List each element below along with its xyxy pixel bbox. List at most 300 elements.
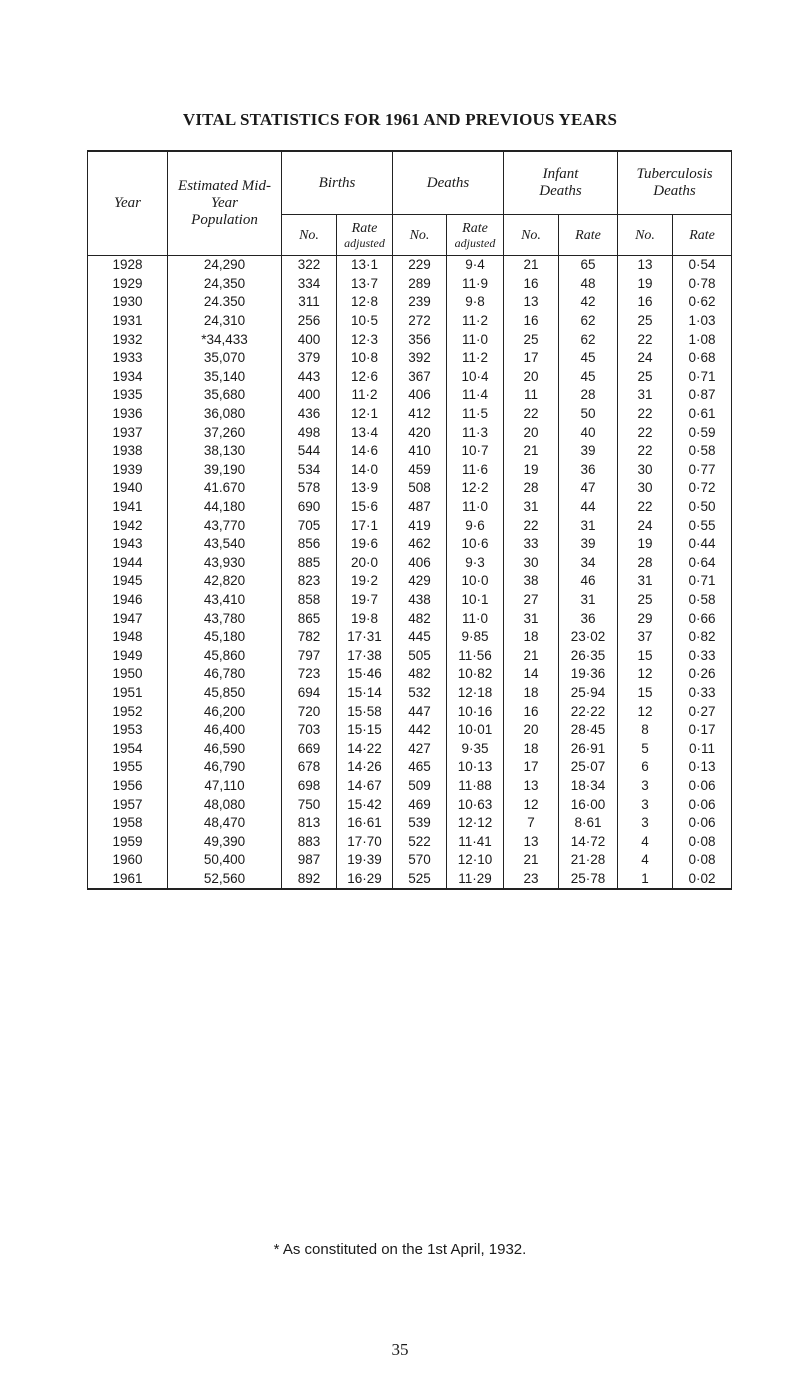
cell-births-no: 690: [282, 498, 337, 517]
cell-infant-no: 7: [504, 814, 559, 833]
cell-deaths-rate: 9·85: [447, 628, 504, 647]
cell-deaths-no: 229: [393, 256, 447, 275]
cell-year: 1956: [88, 777, 168, 796]
cell-infant-rate: 28: [559, 386, 618, 405]
cell-births-rate: 17·31: [337, 628, 393, 647]
cell-tb-no: 5: [618, 739, 673, 758]
cell-tb-rate: 0·27: [673, 702, 732, 721]
cell-tb-no: 31: [618, 386, 673, 405]
cell-tb-rate: 0·06: [673, 777, 732, 796]
cell-deaths-rate: 10·01: [447, 721, 504, 740]
header-births-rate: [337, 215, 393, 256]
cell-tb-no: 3: [618, 814, 673, 833]
table-row: [88, 870, 732, 890]
cell-year: 1959: [88, 832, 168, 851]
cell-infant-rate: 26·91: [559, 739, 618, 758]
cell-population: 45,180: [168, 628, 282, 647]
cell-births-no: 720: [282, 702, 337, 721]
cell-population: 43,770: [168, 516, 282, 535]
cell-infant-no: 18: [504, 739, 559, 758]
header-births-rate-label: Rate: [351, 221, 378, 236]
cell-deaths-no: 427: [393, 739, 447, 758]
cell-infant-no: 21: [504, 442, 559, 461]
cell-population: 46,590: [168, 739, 282, 758]
cell-deaths-no: 356: [393, 330, 447, 349]
cell-year: 1942: [88, 516, 168, 535]
cell-deaths-no: 487: [393, 498, 447, 517]
header-deaths: Deaths: [393, 151, 504, 215]
table-row: [88, 591, 732, 610]
cell-infant-no: 20: [504, 423, 559, 442]
cell-year: 1947: [88, 609, 168, 628]
cell-population: 46,200: [168, 702, 282, 721]
cell-tb-no: 29: [618, 609, 673, 628]
cell-births-no: 705: [282, 516, 337, 535]
page-title: VITAL STATISTICS FOR 1961 AND PREVIOUS YEARS: [182, 110, 618, 129]
cell-infant-no: 12: [504, 795, 559, 814]
table-row: [88, 554, 732, 573]
cell-population: 52,560: [168, 870, 282, 890]
cell-births-no: 334: [282, 275, 337, 294]
cell-births-no: 694: [282, 684, 337, 703]
cell-infant-no: 20: [504, 721, 559, 740]
cell-tb-rate: 0·66: [673, 609, 732, 628]
cell-tb-no: 22: [618, 330, 673, 349]
table-row: [88, 814, 732, 833]
cell-tb-no: 24: [618, 516, 673, 535]
table-row: [88, 609, 732, 628]
cell-population: 45,860: [168, 646, 282, 665]
cell-deaths-no: 438: [393, 591, 447, 610]
cell-year: 1961: [88, 870, 168, 890]
cell-deaths-rate: 12·18: [447, 684, 504, 703]
cell-deaths-no: 272: [393, 312, 447, 331]
cell-deaths-no: 406: [393, 386, 447, 405]
cell-births-no: 678: [282, 758, 337, 777]
cell-deaths-no: 239: [393, 293, 447, 312]
cell-deaths-no: 445: [393, 628, 447, 647]
table-row: [88, 795, 732, 814]
cell-tb-rate: 0·50: [673, 498, 732, 517]
cell-deaths-no: 412: [393, 405, 447, 424]
cell-infant-no: 31: [504, 609, 559, 628]
cell-tb-no: 19: [618, 275, 673, 294]
table-row: [88, 739, 732, 758]
cell-infant-no: 20: [504, 368, 559, 387]
cell-deaths-rate: 11·2: [447, 349, 504, 368]
cell-deaths-rate: 11·0: [447, 609, 504, 628]
header-infant-no: No.: [504, 215, 559, 256]
cell-infant-no: 13: [504, 832, 559, 851]
cell-year: 1941: [88, 498, 168, 517]
cell-deaths-no: 508: [393, 479, 447, 498]
cell-infant-no: 13: [504, 777, 559, 796]
cell-births-rate: 13·9: [337, 479, 393, 498]
cell-tb-rate: 0·17: [673, 721, 732, 740]
cell-tb-rate: 0·11: [673, 739, 732, 758]
cell-deaths-rate: 11·6: [447, 461, 504, 480]
cell-deaths-no: 367: [393, 368, 447, 387]
cell-population: 24,290: [168, 256, 282, 275]
cell-deaths-rate: 12·2: [447, 479, 504, 498]
cell-infant-rate: 23·02: [559, 628, 618, 647]
cell-deaths-no: 442: [393, 721, 447, 740]
cell-deaths-rate: 11·0: [447, 330, 504, 349]
cell-infant-no: 21: [504, 256, 559, 275]
page-number: 35: [391, 1340, 409, 1359]
cell-deaths-no: 459: [393, 461, 447, 480]
cell-tb-no: 28: [618, 554, 673, 573]
cell-infant-no: 25: [504, 330, 559, 349]
table-row: [88, 684, 732, 703]
header-deaths-rate-label: Rate: [462, 221, 488, 236]
cell-deaths-no: 465: [393, 758, 447, 777]
table-row: [88, 293, 732, 312]
cell-population: 38,130: [168, 442, 282, 461]
cell-deaths-no: 522: [393, 832, 447, 851]
cell-deaths-rate: 10·13: [447, 758, 504, 777]
cell-tb-rate: 0·61: [673, 405, 732, 424]
cell-infant-rate: 44: [559, 498, 618, 517]
table-row: [88, 498, 732, 517]
cell-tb-rate: 0·06: [673, 795, 732, 814]
cell-tb-rate: 0·26: [673, 665, 732, 684]
cell-infant-rate: 28·45: [559, 721, 618, 740]
cell-infant-no: 16: [504, 702, 559, 721]
cell-infant-rate: 62: [559, 312, 618, 331]
cell-year: 1960: [88, 851, 168, 870]
cell-population: 48,470: [168, 814, 282, 833]
cell-tb-no: 3: [618, 777, 673, 796]
cell-population: 35,680: [168, 386, 282, 405]
cell-births-no: 797: [282, 646, 337, 665]
cell-tb-no: 12: [618, 665, 673, 684]
table-row: [88, 721, 732, 740]
cell-births-rate: 16·29: [337, 870, 393, 890]
table-row: [88, 646, 732, 665]
cell-population: 24,310: [168, 312, 282, 331]
header-tb-deaths: Tuberculosis Deaths: [618, 151, 732, 215]
cell-births-rate: 12·8: [337, 293, 393, 312]
cell-tb-no: 13: [618, 256, 673, 275]
cell-infant-rate: 47: [559, 479, 618, 498]
cell-deaths-no: 482: [393, 609, 447, 628]
cell-births-rate: 14·6: [337, 442, 393, 461]
cell-infant-no: 23: [504, 870, 559, 890]
cell-year: 1940: [88, 479, 168, 498]
table-row: [88, 256, 732, 275]
cell-deaths-rate: 10·4: [447, 368, 504, 387]
cell-infant-no: 14: [504, 665, 559, 684]
table-row: [88, 628, 732, 647]
cell-births-rate: 15·14: [337, 684, 393, 703]
cell-deaths-no: 509: [393, 777, 447, 796]
cell-births-no: 544: [282, 442, 337, 461]
cell-infant-no: 30: [504, 554, 559, 573]
cell-births-no: 858: [282, 591, 337, 610]
cell-births-rate: 13·4: [337, 423, 393, 442]
cell-births-rate: 13·1: [337, 256, 393, 275]
cell-births-no: 892: [282, 870, 337, 890]
cell-tb-no: 22: [618, 442, 673, 461]
cell-deaths-rate: 11·41: [447, 832, 504, 851]
cell-infant-no: 18: [504, 628, 559, 647]
cell-tb-rate: 1·03: [673, 312, 732, 331]
cell-births-no: 703: [282, 721, 337, 740]
cell-deaths-no: 420: [393, 423, 447, 442]
cell-tb-no: 24: [618, 349, 673, 368]
cell-year: 1939: [88, 461, 168, 480]
cell-births-no: 498: [282, 423, 337, 442]
cell-tb-no: 25: [618, 368, 673, 387]
cell-infant-rate: 36: [559, 461, 618, 480]
cell-year: 1957: [88, 795, 168, 814]
cell-tb-no: 22: [618, 405, 673, 424]
cell-deaths-no: 525: [393, 870, 447, 890]
cell-deaths-rate: 11·3: [447, 423, 504, 442]
table-row: [88, 330, 732, 349]
cell-births-rate: 19·6: [337, 535, 393, 554]
header-population: Estimated Mid-Year Population: [168, 151, 282, 256]
table-row: [88, 405, 732, 424]
cell-infant-no: 16: [504, 312, 559, 331]
cell-tb-rate: 0·71: [673, 572, 732, 591]
cell-population: 39,190: [168, 461, 282, 480]
cell-population: 48,080: [168, 795, 282, 814]
cell-births-no: 865: [282, 609, 337, 628]
cell-deaths-no: 419: [393, 516, 447, 535]
cell-births-no: 987: [282, 851, 337, 870]
cell-deaths-rate: 12·10: [447, 851, 504, 870]
cell-deaths-rate: 11·9: [447, 275, 504, 294]
cell-deaths-rate: 9·35: [447, 739, 504, 758]
cell-tb-rate: 0·58: [673, 442, 732, 461]
cell-births-no: 856: [282, 535, 337, 554]
cell-year: 1930: [88, 293, 168, 312]
cell-infant-rate: 39: [559, 535, 618, 554]
cell-tb-rate: 0·44: [673, 535, 732, 554]
cell-year: 1946: [88, 591, 168, 610]
cell-population: 46,790: [168, 758, 282, 777]
cell-tb-rate: 0·68: [673, 349, 732, 368]
cell-infant-rate: 40: [559, 423, 618, 442]
cell-deaths-no: 392: [393, 349, 447, 368]
cell-tb-rate: 0·59: [673, 423, 732, 442]
cell-deaths-rate: 9·8: [447, 293, 504, 312]
cell-deaths-no: 429: [393, 572, 447, 591]
cell-population: 46,400: [168, 721, 282, 740]
cell-deaths-rate: 10·16: [447, 702, 504, 721]
cell-births-rate: 17·38: [337, 646, 393, 665]
cell-infant-rate: 62: [559, 330, 618, 349]
cell-year: 1938: [88, 442, 168, 461]
cell-deaths-no: 289: [393, 275, 447, 294]
cell-births-rate: 20·0: [337, 554, 393, 573]
cell-tb-rate: 0·13: [673, 758, 732, 777]
header-tb-no: No.: [618, 215, 673, 256]
table-row: [88, 349, 732, 368]
cell-tb-rate: 0·06: [673, 814, 732, 833]
cell-population: 35,140: [168, 368, 282, 387]
cell-deaths-rate: 10·1: [447, 591, 504, 610]
cell-year: 1950: [88, 665, 168, 684]
cell-births-rate: 10·5: [337, 312, 393, 331]
cell-deaths-rate: 9·3: [447, 554, 504, 573]
cell-infant-rate: 25·78: [559, 870, 618, 890]
cell-births-no: 782: [282, 628, 337, 647]
cell-deaths-rate: 11·88: [447, 777, 504, 796]
cell-infant-rate: 22·22: [559, 702, 618, 721]
cell-infant-no: 28: [504, 479, 559, 498]
cell-infant-no: 27: [504, 591, 559, 610]
cell-tb-no: 30: [618, 461, 673, 480]
cell-births-no: 669: [282, 739, 337, 758]
header-births-rate-adjusted: adjusted: [344, 236, 385, 250]
cell-tb-rate: 0·58: [673, 591, 732, 610]
cell-deaths-rate: 11·4: [447, 386, 504, 405]
cell-year: 1932: [88, 330, 168, 349]
cell-infant-rate: 65: [559, 256, 618, 275]
cell-year: 1955: [88, 758, 168, 777]
header-deaths-rate-adjusted: adjusted: [454, 236, 496, 250]
cell-infant-no: 16: [504, 275, 559, 294]
cell-births-rate: 16·61: [337, 814, 393, 833]
header-deaths-rate: [447, 215, 504, 256]
cell-infant-rate: 45: [559, 368, 618, 387]
cell-year: 1936: [88, 405, 168, 424]
cell-births-rate: 12·3: [337, 330, 393, 349]
table-row: [88, 423, 732, 442]
cell-year: 1949: [88, 646, 168, 665]
cell-tb-no: 8: [618, 721, 673, 740]
table-row: [88, 275, 732, 294]
cell-year: 1935: [88, 386, 168, 405]
cell-infant-rate: 21·28: [559, 851, 618, 870]
cell-population: 45,850: [168, 684, 282, 703]
cell-population: 50,400: [168, 851, 282, 870]
cell-tb-no: 6: [618, 758, 673, 777]
cell-tb-rate: 0·62: [673, 293, 732, 312]
cell-deaths-rate: 10·0: [447, 572, 504, 591]
cell-tb-rate: 0·82: [673, 628, 732, 647]
cell-tb-rate: 0·33: [673, 684, 732, 703]
cell-deaths-no: 447: [393, 702, 447, 721]
cell-population: 37,260: [168, 423, 282, 442]
table-row: [88, 368, 732, 387]
cell-tb-no: 22: [618, 423, 673, 442]
cell-tb-rate: 1·08: [673, 330, 732, 349]
cell-population: 43,410: [168, 591, 282, 610]
cell-population: 43,780: [168, 609, 282, 628]
table-row: [88, 832, 732, 851]
cell-births-rate: 15·42: [337, 795, 393, 814]
cell-births-rate: 14·67: [337, 777, 393, 796]
cell-population: 41.670: [168, 479, 282, 498]
cell-tb-rate: 0·33: [673, 646, 732, 665]
cell-infant-no: 17: [504, 758, 559, 777]
cell-year: 1948: [88, 628, 168, 647]
cell-tb-rate: 0·78: [673, 275, 732, 294]
cell-population: 42,820: [168, 572, 282, 591]
cell-tb-rate: 0·55: [673, 516, 732, 535]
cell-births-no: 885: [282, 554, 337, 573]
cell-population: 36,080: [168, 405, 282, 424]
table-row: [88, 665, 732, 684]
cell-infant-rate: 39: [559, 442, 618, 461]
cell-infant-rate: 31: [559, 516, 618, 535]
header-deaths-no: No.: [393, 215, 447, 256]
cell-deaths-rate: 10·6: [447, 535, 504, 554]
cell-infant-rate: 46: [559, 572, 618, 591]
cell-year: 1951: [88, 684, 168, 703]
cell-year: 1931: [88, 312, 168, 331]
cell-infant-rate: 50: [559, 405, 618, 424]
cell-deaths-rate: 9·6: [447, 516, 504, 535]
cell-births-rate: 14·0: [337, 461, 393, 480]
cell-infant-rate: 31: [559, 591, 618, 610]
cell-births-rate: 10·8: [337, 349, 393, 368]
cell-year: 1944: [88, 554, 168, 573]
cell-tb-no: 4: [618, 832, 673, 851]
cell-tb-rate: 0·54: [673, 256, 732, 275]
cell-infant-rate: 16·00: [559, 795, 618, 814]
cell-births-no: 698: [282, 777, 337, 796]
cell-births-no: 256: [282, 312, 337, 331]
cell-year: 1954: [88, 739, 168, 758]
cell-infant-rate: 36: [559, 609, 618, 628]
cell-infant-no: 22: [504, 516, 559, 535]
cell-year: 1929: [88, 275, 168, 294]
cell-births-rate: 13·7: [337, 275, 393, 294]
cell-infant-rate: 18·34: [559, 777, 618, 796]
cell-deaths-no: 539: [393, 814, 447, 833]
cell-births-no: 750: [282, 795, 337, 814]
cell-tb-no: 15: [618, 684, 673, 703]
cell-births-rate: 19·39: [337, 851, 393, 870]
table-row: [88, 777, 732, 796]
cell-births-rate: 15·46: [337, 665, 393, 684]
cell-births-no: 443: [282, 368, 337, 387]
cell-tb-rate: 0·72: [673, 479, 732, 498]
cell-year: 1958: [88, 814, 168, 833]
vital-statistics-table: [87, 150, 732, 890]
cell-infant-rate: 8·61: [559, 814, 618, 833]
cell-deaths-no: 462: [393, 535, 447, 554]
cell-tb-no: 4: [618, 851, 673, 870]
cell-deaths-no: 406: [393, 554, 447, 573]
cell-births-rate: 12·1: [337, 405, 393, 424]
table-row: [88, 702, 732, 721]
cell-infant-no: 22: [504, 405, 559, 424]
cell-year: 1945: [88, 572, 168, 591]
cell-tb-no: 1: [618, 870, 673, 890]
cell-infant-no: 11: [504, 386, 559, 405]
cell-births-no: 723: [282, 665, 337, 684]
cell-deaths-rate: 11·2: [447, 312, 504, 331]
cell-population: 24,350: [168, 275, 282, 294]
cell-year: 1943: [88, 535, 168, 554]
cell-births-rate: 14·26: [337, 758, 393, 777]
cell-births-rate: 15·58: [337, 702, 393, 721]
cell-infant-rate: 48: [559, 275, 618, 294]
cell-population: 49,390: [168, 832, 282, 851]
cell-births-no: 813: [282, 814, 337, 833]
table-row: [88, 516, 732, 535]
cell-deaths-rate: 11·29: [447, 870, 504, 890]
cell-tb-no: 15: [618, 646, 673, 665]
cell-births-rate: 14·22: [337, 739, 393, 758]
cell-tb-rate: 0·64: [673, 554, 732, 573]
